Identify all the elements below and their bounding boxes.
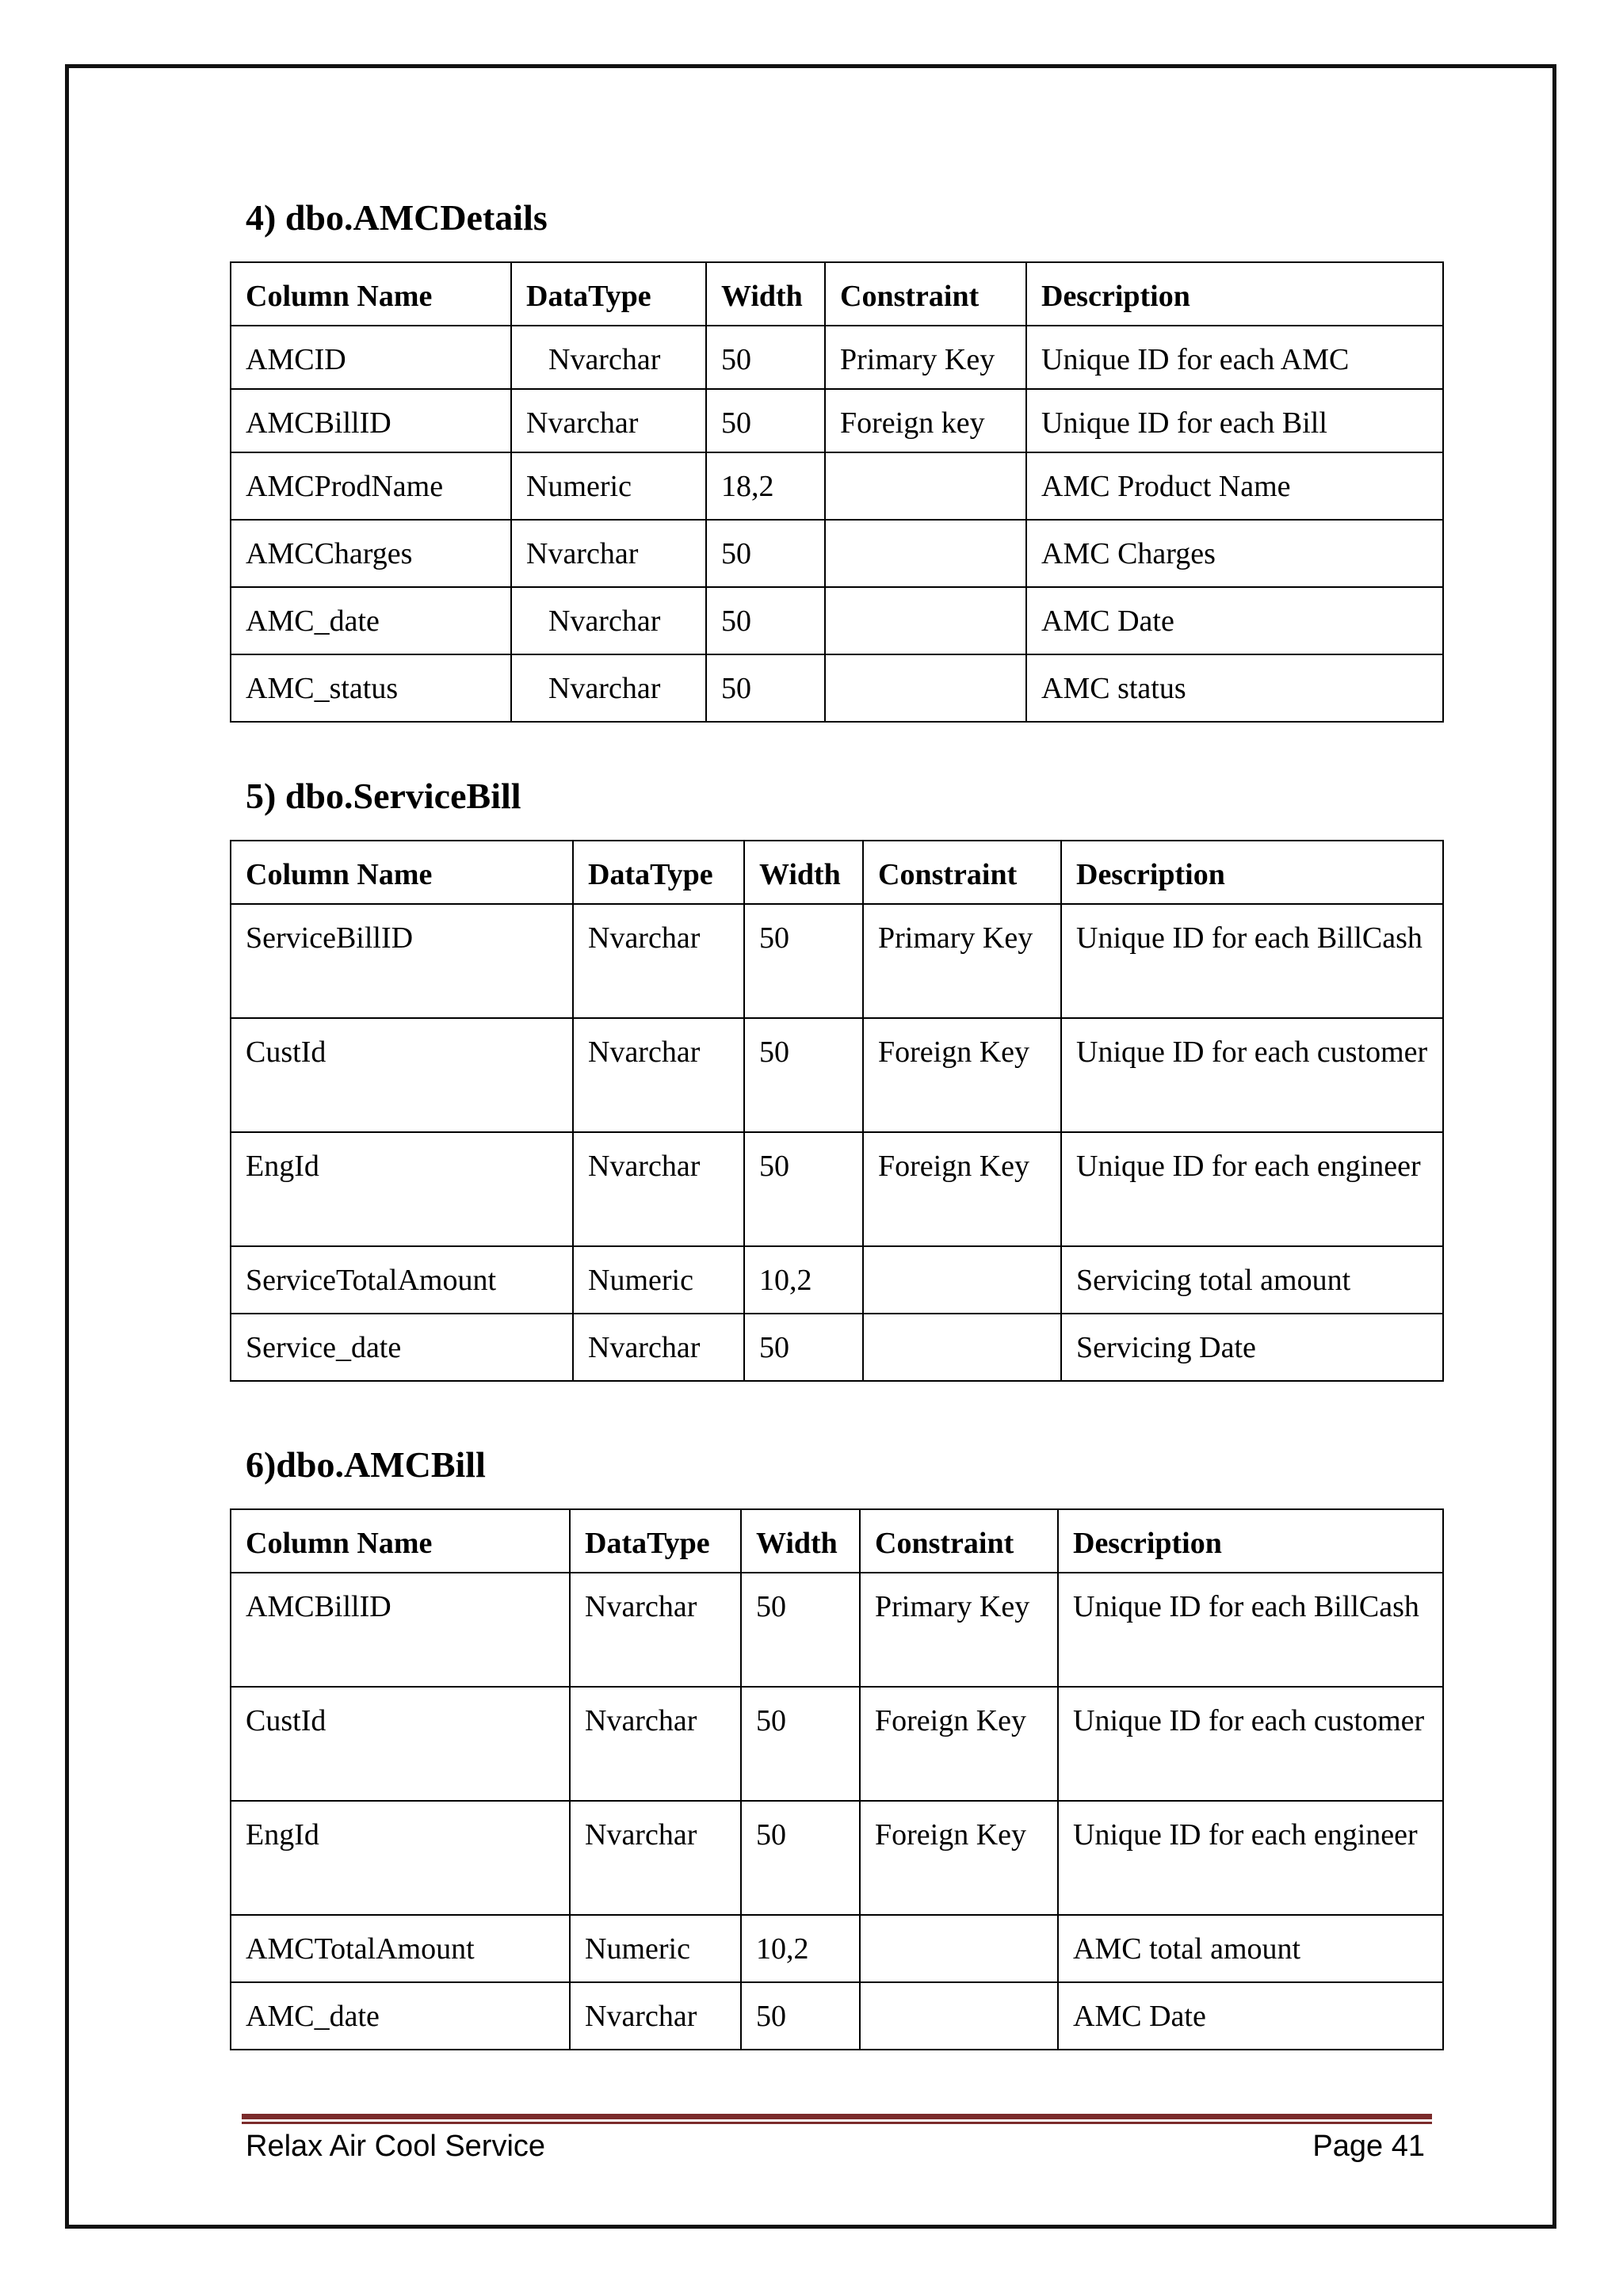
- cell-column-name: CustId: [231, 1687, 570, 1801]
- cell-description: AMC status: [1026, 654, 1443, 722]
- header-datatype: DataType: [573, 841, 744, 904]
- section-title-amc-bill: 6)dbo.AMCBill: [246, 1444, 486, 1485]
- cell-datatype: Nvarchar: [573, 1018, 744, 1132]
- cell-description: Servicing Date: [1061, 1314, 1443, 1381]
- header-datatype: DataType: [511, 262, 706, 326]
- cell-constraint: [863, 1314, 1061, 1381]
- cell-description: AMC Date: [1058, 1982, 1443, 2050]
- cell-description: AMC Date: [1026, 587, 1443, 654]
- cell-constraint: Foreign Key: [863, 1018, 1061, 1132]
- header-constraint: Constraint: [825, 262, 1026, 326]
- table-row: [231, 1018, 1443, 1132]
- cell-width: 50: [706, 587, 825, 654]
- header-column-name: Column Name: [231, 841, 573, 904]
- cell-description: Unique ID for each customer: [1061, 1018, 1443, 1132]
- table-header-row: [231, 841, 1443, 904]
- cell-description: Unique ID for each BillCash: [1061, 904, 1443, 1018]
- cell-column-name: AMCBillID: [231, 1573, 570, 1687]
- cell-datatype: Nvarchar: [573, 904, 744, 1018]
- table-header-row: [231, 1509, 1443, 1573]
- header-width: Width: [744, 841, 863, 904]
- cell-column-name: AMCCharges: [231, 520, 511, 587]
- header-constraint: Constraint: [863, 841, 1061, 904]
- cell-constraint: [825, 452, 1026, 520]
- cell-constraint: Primary Key: [860, 1573, 1058, 1687]
- cell-column-name: AMCTotalAmount: [231, 1915, 570, 1982]
- cell-column-name: AMC_date: [231, 587, 511, 654]
- cell-width: 50: [741, 1687, 860, 1801]
- amc-details-table: [230, 261, 1444, 723]
- cell-width: 10,2: [744, 1246, 863, 1314]
- cell-description: AMC Product Name: [1026, 452, 1443, 520]
- table-row: [231, 1573, 1443, 1687]
- table-row: [231, 520, 1443, 587]
- cell-constraint: [863, 1246, 1061, 1314]
- cell-width: 18,2: [706, 452, 825, 520]
- cell-datatype: Numeric: [570, 1915, 741, 1982]
- header-column-name: Column Name: [231, 1509, 570, 1573]
- cell-constraint: Primary Key: [825, 326, 1026, 389]
- cell-description: Unique ID for each AMC: [1026, 326, 1443, 389]
- cell-datatype: Nvarchar: [573, 1132, 744, 1246]
- cell-column-name: Service_date: [231, 1314, 573, 1381]
- table-row: [231, 389, 1443, 452]
- table-row: [231, 1982, 1443, 2050]
- cell-constraint: [860, 1982, 1058, 2050]
- cell-width: 50: [744, 1132, 863, 1246]
- cell-datatype: Numeric: [511, 452, 706, 520]
- cell-width: 50: [706, 389, 825, 452]
- cell-description: Unique ID for each engineer: [1061, 1132, 1443, 1246]
- cell-column-name: AMCID: [231, 326, 511, 389]
- amc-bill-table: [230, 1508, 1444, 2050]
- cell-description: AMC total amount: [1058, 1915, 1443, 1982]
- cell-datatype: Nvarchar: [570, 1801, 741, 1915]
- cell-description: Unique ID for each Bill: [1026, 389, 1443, 452]
- table-row: [231, 587, 1443, 654]
- header-description: Description: [1058, 1509, 1443, 1573]
- cell-width: 50: [741, 1573, 860, 1687]
- cell-width: 10,2: [741, 1915, 860, 1982]
- cell-width: 50: [706, 326, 825, 389]
- cell-constraint: [825, 520, 1026, 587]
- cell-constraint: Foreign Key: [863, 1132, 1061, 1246]
- table-row: [231, 1132, 1443, 1246]
- cell-datatype: Nvarchar: [511, 587, 706, 654]
- table-row: [231, 326, 1443, 389]
- service-bill-table: [230, 840, 1444, 1382]
- cell-description: Unique ID for each engineer: [1058, 1801, 1443, 1915]
- cell-column-name: AMCBillID: [231, 389, 511, 452]
- table-row: [231, 1687, 1443, 1801]
- cell-column-name: EngId: [231, 1801, 570, 1915]
- cell-column-name: AMCProdName: [231, 452, 511, 520]
- table-row: [231, 1801, 1443, 1915]
- cell-column-name: AMC_status: [231, 654, 511, 722]
- header-constraint: Constraint: [860, 1509, 1058, 1573]
- cell-datatype: Numeric: [573, 1246, 744, 1314]
- table-row: [231, 1915, 1443, 1982]
- cell-width: 50: [744, 1314, 863, 1381]
- cell-column-name: AMC_date: [231, 1982, 570, 2050]
- cell-width: 50: [706, 520, 825, 587]
- table-header-row: [231, 262, 1443, 326]
- cell-datatype: Nvarchar: [570, 1573, 741, 1687]
- header-column-name: Column Name: [231, 262, 511, 326]
- cell-column-name: ServiceBillID: [231, 904, 573, 1018]
- cell-datatype: Nvarchar: [511, 326, 706, 389]
- footer-rule: [242, 2114, 1432, 2124]
- header-datatype: DataType: [570, 1509, 741, 1573]
- cell-description: Unique ID for each customer: [1058, 1687, 1443, 1801]
- cell-description: Servicing total amount: [1061, 1246, 1443, 1314]
- footer-document-title: Relax Air Cool Service: [246, 2130, 546, 2163]
- table-row: [231, 452, 1443, 520]
- cell-constraint: Foreign key: [825, 389, 1026, 452]
- cell-constraint: [825, 654, 1026, 722]
- cell-constraint: Primary Key: [863, 904, 1061, 1018]
- cell-width: 50: [706, 654, 825, 722]
- cell-constraint: Foreign Key: [860, 1687, 1058, 1801]
- cell-datatype: Nvarchar: [511, 520, 706, 587]
- header-description: Description: [1061, 841, 1443, 904]
- cell-width: 50: [741, 1801, 860, 1915]
- cell-datatype: Nvarchar: [511, 654, 706, 722]
- footer-page-number: Page 41: [1312, 2130, 1425, 2163]
- cell-width: 50: [741, 1982, 860, 2050]
- cell-description: AMC Charges: [1026, 520, 1443, 587]
- cell-constraint: [860, 1915, 1058, 1982]
- cell-width: 50: [744, 1018, 863, 1132]
- cell-datatype: Nvarchar: [573, 1314, 744, 1381]
- table-row: [231, 1246, 1443, 1314]
- cell-description: Unique ID for each BillCash: [1058, 1573, 1443, 1687]
- header-width: Width: [706, 262, 825, 326]
- cell-column-name: CustId: [231, 1018, 573, 1132]
- cell-datatype: Nvarchar: [570, 1982, 741, 2050]
- header-width: Width: [741, 1509, 860, 1573]
- table-row: [231, 904, 1443, 1018]
- cell-datatype: Nvarchar: [511, 389, 706, 452]
- section-title-amc-details: 4) dbo.AMCDetails: [246, 197, 548, 238]
- cell-constraint: [825, 587, 1026, 654]
- section-title-service-bill: 5) dbo.ServiceBill: [246, 776, 521, 816]
- header-description: Description: [1026, 262, 1443, 326]
- cell-datatype: Nvarchar: [570, 1687, 741, 1801]
- table-row: [231, 654, 1443, 722]
- cell-column-name: ServiceTotalAmount: [231, 1246, 573, 1314]
- cell-width: 50: [744, 904, 863, 1018]
- cell-column-name: EngId: [231, 1132, 573, 1246]
- cell-constraint: Foreign Key: [860, 1801, 1058, 1915]
- table-row: [231, 1314, 1443, 1381]
